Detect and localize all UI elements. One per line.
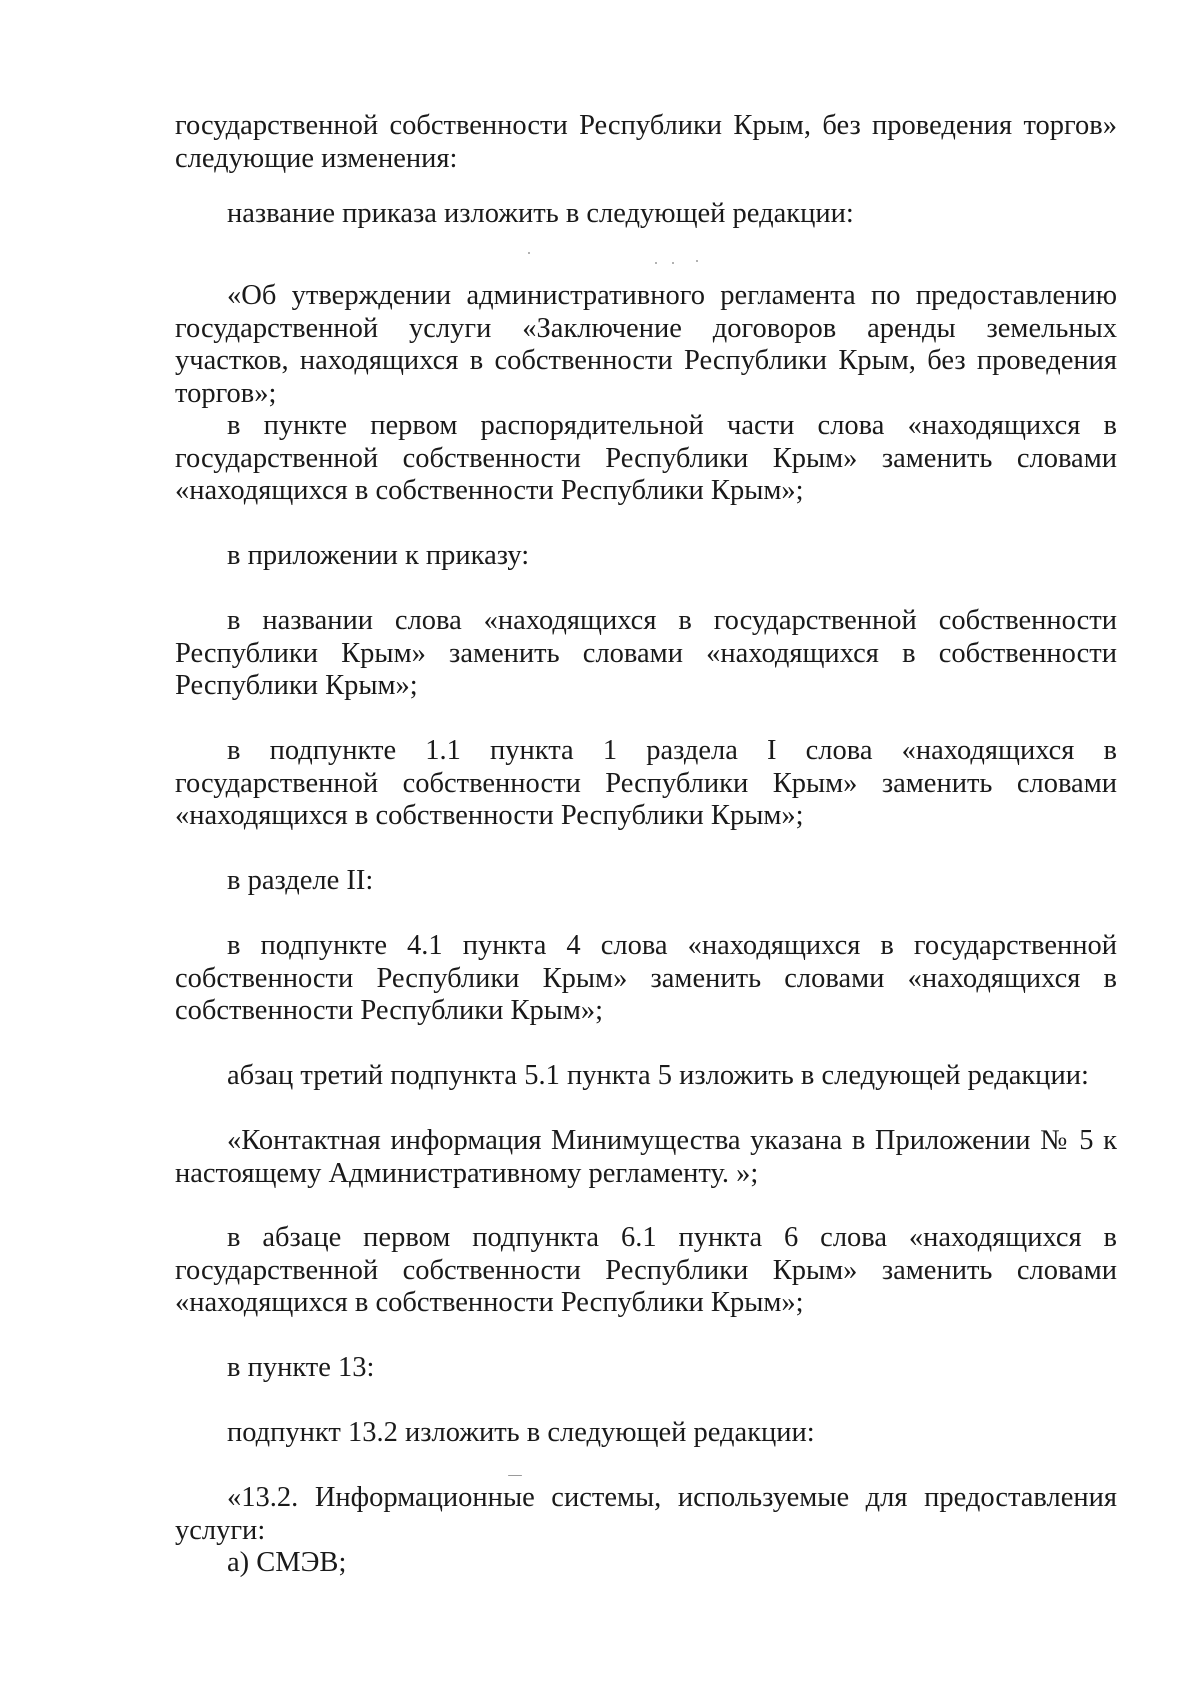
paragraph-point-one: в пункте первом распорядительной части слова «находящихся в государственной собственности Республики Крым» заменить словами «находящихся в собственности Республики Крым»; bbox=[175, 410, 1117, 506]
paragraph-subpoint-4-1: в подпункте 4.1 пункта 4 слова «находящихся в государственной собственности Республики Крым» заменить словами «находящихся в собственности Республики Крым»; bbox=[175, 930, 1117, 1026]
paragraph-subpoint-13-2: подпункт 13.2 изложить в следующей редакции: bbox=[227, 1417, 815, 1448]
paragraph-appendix-name: в названии слова «находящихся в государственной собственности Республики Крым» заменить словами «находящихся в собственности Республики Крым»; bbox=[175, 605, 1117, 701]
scan-speck bbox=[528, 252, 530, 254]
paragraph-contact-info: «Контактная информация Минимущества указана в Приложении № 5 к настоящему Административному регламенту. »; bbox=[175, 1125, 1117, 1189]
scan-speck bbox=[508, 1475, 522, 1476]
scan-speck bbox=[672, 262, 674, 264]
paragraph-information-systems: «13.2. Информационные системы, используемые для предоставления услуги: bbox=[175, 1482, 1117, 1546]
scan-speck bbox=[655, 262, 657, 264]
paragraph-subpoint-1-1: в подпункте 1.1 пункта 1 раздела I слова «находящихся в государственной собственности Республики Крым» заменить словами «находящихся в собственности Республики Крым»; bbox=[175, 735, 1117, 831]
paragraph-appendix: в приложении к приказу: bbox=[227, 540, 530, 571]
paragraph-section-2: в разделе II: bbox=[227, 865, 374, 896]
paragraph-subpoint-6-1: в абзаце первом подпункта 6.1 пункта 6 слова «находящихся в государственной собственности Республики Крым» заменить словами «находящихся в собственности Республики Крым»; bbox=[175, 1222, 1117, 1318]
paragraph-subpoint-5-1: абзац третий подпункта 5.1 пункта 5 изложить в следующей редакции: bbox=[227, 1060, 1089, 1091]
paragraph-point-13: в пункте 13: bbox=[227, 1352, 375, 1383]
paragraph-intro-continuation: государственной собственности Республики Крым, без проведения торгов» следующие изменения: bbox=[175, 110, 1117, 174]
paragraph-smev: а) СМЭВ; bbox=[227, 1547, 347, 1578]
scan-speck bbox=[696, 260, 698, 262]
paragraph-title-change: название приказа изложить в следующей редакции: bbox=[227, 198, 854, 229]
paragraph-new-title: «Об утверждении административного регламента по предоставлению государственной услуги «Заключение договоров аренды земельных участков, находящихся в собственности Республики Крым, без проведения торгов»; bbox=[175, 280, 1117, 409]
